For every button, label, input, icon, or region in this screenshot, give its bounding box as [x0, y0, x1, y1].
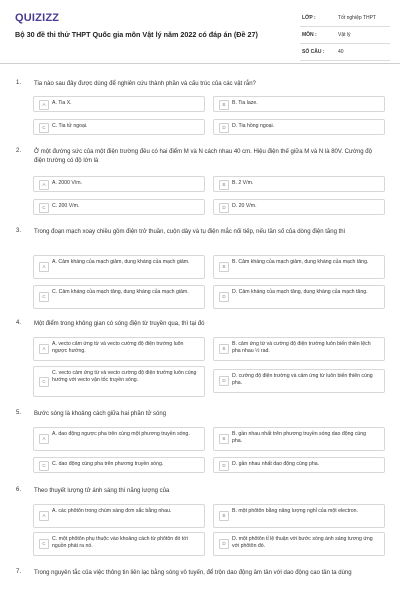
- option-c[interactable]: [33, 457, 205, 473]
- option-text: A. 2000 V/m.: [52, 180, 82, 186]
- option-d[interactable]: [213, 457, 385, 473]
- option-text: B. 2 V/m.: [232, 180, 254, 186]
- question-text: Ở một đường sức của một điện trường đều có hai điểm M và N cách nhau 40 cm. Hiệu điện thế giữa M và N là 80V. Cường độ điện trường có độ lớn là: [34, 149, 372, 164]
- question-number: 7.: [16, 569, 22, 575]
- option-b[interactable]: [213, 427, 385, 451]
- option-text: D. cường độ điện trường và cảm ứng từ luôn biến thiên cùng pha.: [232, 373, 373, 387]
- meta-row-subject: [300, 31, 390, 44]
- header-divider: [0, 63, 400, 64]
- option-badge: A: [39, 511, 49, 521]
- option-badge: C: [39, 292, 49, 302]
- option-b[interactable]: [213, 96, 385, 112]
- option-text: C. dao động cùng pha trên phương truyền sóng.: [52, 461, 164, 467]
- option-text: A. dao động ngược pha trên cùng một phương truyền sóng.: [52, 431, 190, 437]
- option-d[interactable]: [213, 285, 385, 309]
- meta-value: Vật lý: [338, 32, 351, 38]
- option-text: D. Tia hồng ngoại.: [232, 123, 275, 129]
- question-text: Trong đoạn mạch xoay chiều gồm điện trở thuần, cuộn dây và tụ điện mắc nối tiếp, nếu tần số của dòng điện tăng thì: [34, 229, 346, 235]
- question-number: 3.: [16, 228, 22, 234]
- option-badge: B: [219, 262, 229, 272]
- question-number: 4.: [16, 320, 22, 326]
- option-badge: B: [219, 344, 229, 354]
- option-text: D. gần nhau nhất dao động cùng pha.: [232, 461, 320, 467]
- option-badge: A: [39, 344, 49, 354]
- option-badge: D: [219, 376, 229, 386]
- meta-value: Tốt nghiệp THPT: [338, 15, 376, 21]
- question-text: Theo thuyết lượng tử ánh sáng thì năng lượng của: [34, 488, 170, 494]
- question-text: Bước sóng là khoảng cách giữa hai phần tử sóng: [34, 411, 167, 417]
- option-c[interactable]: [33, 285, 205, 309]
- option-c[interactable]: [33, 532, 205, 556]
- option-c[interactable]: [33, 366, 205, 397]
- option-text: C. một phôtôn phụ thuộc vào khoảng cách từ phôtôn đó tới nguồn phát ra nó.: [52, 536, 188, 550]
- option-text: B. gần nhau nhất trên phương truyền sóng dao động cùng pha.: [232, 431, 367, 445]
- option-b[interactable]: [213, 337, 385, 361]
- option-a[interactable]: [33, 255, 205, 279]
- meta-value: 40: [338, 49, 344, 55]
- meta-row-count: [300, 48, 390, 61]
- option-badge: B: [219, 511, 229, 521]
- option-text: C. Tia tử ngoại.: [52, 123, 88, 129]
- option-b[interactable]: [213, 504, 385, 528]
- option-badge: A: [39, 262, 49, 272]
- option-a[interactable]: [33, 427, 205, 451]
- option-a[interactable]: [33, 337, 205, 361]
- meta-box: [300, 14, 390, 65]
- meta-label: SỐ CÂU :: [302, 49, 325, 55]
- option-badge: B: [219, 100, 229, 110]
- option-badge: A: [39, 434, 49, 444]
- meta-row-class: [300, 14, 390, 27]
- option-badge: C: [39, 377, 49, 387]
- option-text: A. Cảm kháng của mạch giảm, dung kháng của mạch giảm.: [52, 259, 190, 265]
- option-badge: D: [219, 292, 229, 302]
- option-text: D. Cảm kháng của mạch tăng, dung kháng của mạch tăng.: [232, 289, 368, 295]
- option-c[interactable]: [33, 119, 205, 135]
- option-text: A. các phôtôn trong chùm sáng đơn sắc bằng nhau.: [52, 508, 172, 514]
- option-text: C. 200 V/m.: [52, 203, 80, 209]
- option-badge: D: [219, 123, 229, 133]
- meta-label: MÔN :: [302, 32, 317, 38]
- option-d[interactable]: [213, 369, 385, 393]
- option-a[interactable]: [33, 96, 205, 112]
- option-badge: C: [39, 203, 49, 213]
- question-number: 1.: [16, 80, 22, 86]
- option-text: C. Cảm kháng của mạch tăng, dung kháng của mạch giảm.: [52, 289, 189, 295]
- header: [0, 0, 400, 60]
- option-badge: A: [39, 180, 49, 190]
- option-text: C. vecto cảm ứng từ và vecto cường độ điện trường luôn cùng hướng với vecto vận tốc truyền sóng.: [52, 370, 197, 384]
- option-text: A. Tia X.: [52, 100, 72, 106]
- question-number: 5.: [16, 410, 22, 416]
- option-text: A. vecto cảm ứng từ và vecto cường độ điện trường luôn ngược hướng.: [52, 341, 184, 355]
- option-text: B. Cảm kháng của mạch giảm, dung kháng của mạch tăng.: [232, 259, 369, 265]
- option-c[interactable]: [33, 199, 205, 215]
- option-a[interactable]: [33, 504, 205, 528]
- option-text: B. một phôtôn bằng năng lượng nghỉ của một electron.: [232, 508, 358, 514]
- option-badge: B: [219, 180, 229, 190]
- option-badge: C: [39, 461, 49, 471]
- option-text: D. 20 V/m.: [232, 203, 257, 209]
- option-d[interactable]: [213, 119, 385, 135]
- quizizz-logo[interactable]: QUIZIZZ: [15, 12, 60, 24]
- question-number: 2.: [16, 148, 22, 154]
- option-badge: A: [39, 100, 49, 110]
- option-text: D. một phôtôn tỉ lệ thuận với bước sóng ánh sáng tương ứng với phôtôn đó.: [232, 536, 373, 550]
- option-text: B. cảm ứng từ và cường độ điện trường luôn biến thiên lệch pha nhau ½ rad.: [232, 341, 371, 355]
- option-badge: D: [219, 461, 229, 471]
- option-d[interactable]: [213, 532, 385, 556]
- question-number: 6.: [16, 487, 22, 493]
- meta-label: LỚP :: [302, 15, 316, 21]
- option-d[interactable]: [213, 199, 385, 215]
- question-text: Một điểm trong không gian có sóng điện từ truyền qua, thì tại đó: [34, 321, 205, 327]
- option-badge: D: [219, 203, 229, 213]
- option-a[interactable]: [33, 176, 205, 192]
- question-text: Tia nào sau đây được dùng để nghiên cứu thành phần và cấu trúc của các vật rắn?: [34, 81, 256, 87]
- option-b[interactable]: [213, 176, 385, 192]
- option-badge: C: [39, 539, 49, 549]
- option-b[interactable]: [213, 255, 385, 279]
- option-text: B. Tia laze.: [232, 100, 258, 106]
- option-badge: C: [39, 123, 49, 133]
- option-badge: B: [219, 434, 229, 444]
- option-badge: D: [219, 539, 229, 549]
- document-title: Bộ 30 đề thi thử THPT Quốc gia môn Vật lý năm 2022 có đáp án (Đề 27): [15, 30, 258, 39]
- question-text: Trong nguyên tắc của việc thông tin liên lạc bằng sóng vô tuyến, để trộn dao động âm tần với dao động cao tần ta dùng: [34, 570, 352, 576]
